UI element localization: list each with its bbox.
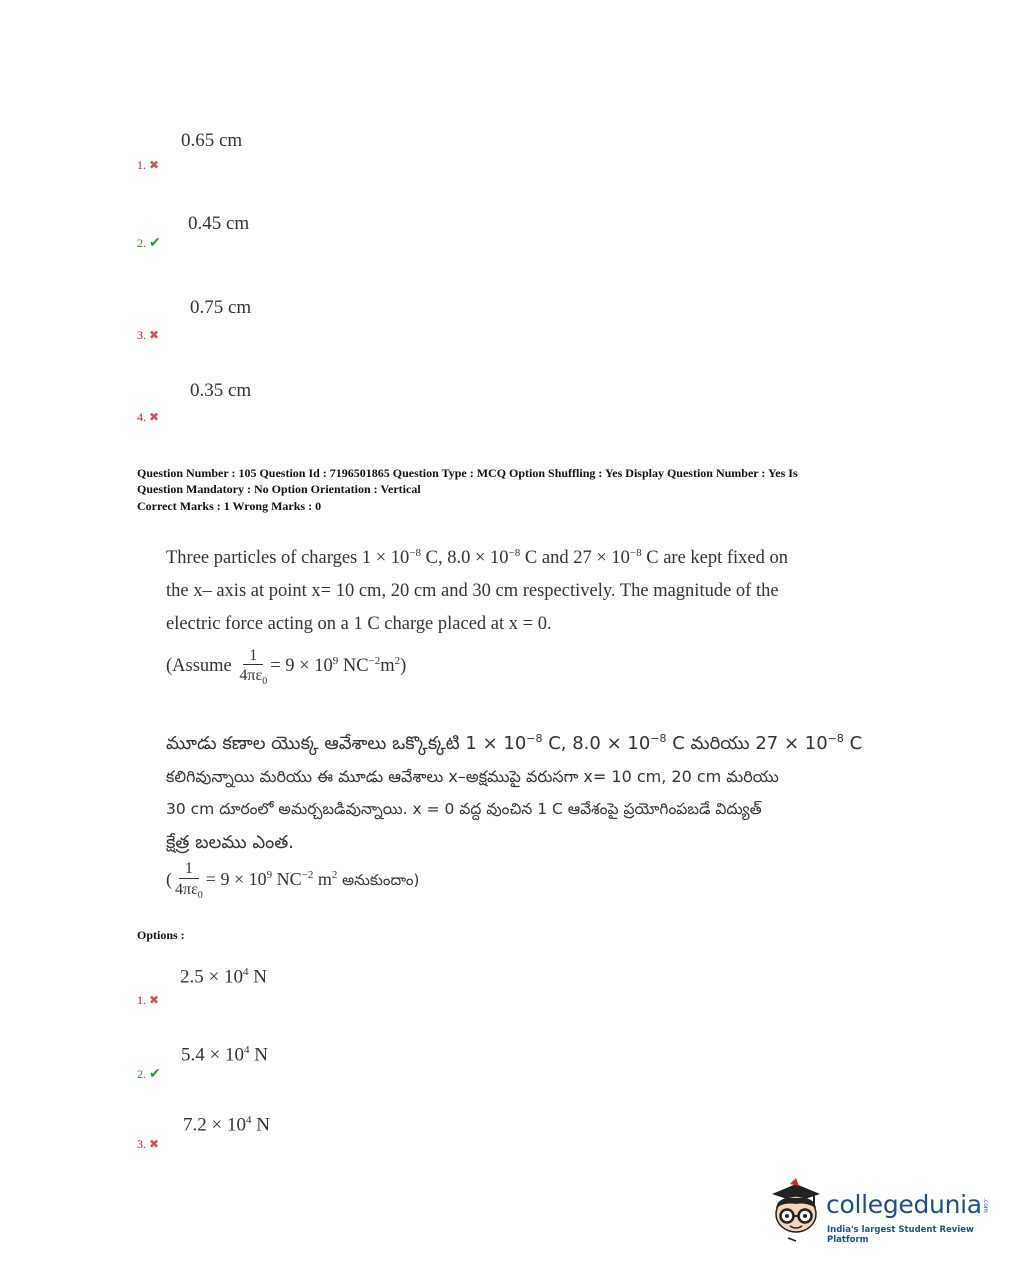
logo-suffix: .com xyxy=(982,1198,989,1213)
meta-line-2: Question Mandatory : No Option Orientation : Vertical xyxy=(137,481,421,496)
collegedunia-logo xyxy=(766,1178,996,1248)
exponent: −8 xyxy=(629,547,642,559)
fraction-denominator xyxy=(239,665,267,687)
text-seg: C, 8.0 × 10 xyxy=(421,548,509,569)
options-label: Options : xyxy=(137,928,185,942)
question-te-line-2: కలిగివున్నాయి మరియు ఈ మూడు ఆవేశాలు x–అక్షముపై వరుసగా x= 10 cm, 20 cm మరియు xyxy=(166,767,779,786)
text-seg: C and 27 × 10 xyxy=(520,548,630,569)
exponent: −8 xyxy=(409,547,422,559)
option-number: 2. xyxy=(137,1067,146,1081)
exponent: 2 xyxy=(394,655,401,668)
text-seg: ) xyxy=(400,656,407,677)
option-number: 1. xyxy=(137,993,146,1007)
option-1-text xyxy=(180,966,267,988)
exponent: 4 xyxy=(242,966,249,978)
option-2-text xyxy=(181,1044,268,1066)
text-seg: (Assume xyxy=(166,656,232,677)
fraction-denominator xyxy=(175,879,203,901)
meta-line-1: Question Number : 105 Question Id : 7196501865 Question Type : MCQ Option Shuffling : Yes Display Question Number : Yes Is xyxy=(137,466,798,480)
text-seg: C are kept fixed on xyxy=(641,548,789,569)
exponent: 2 xyxy=(331,869,338,881)
fraction xyxy=(175,860,203,901)
exponent: −2 xyxy=(368,655,381,668)
question-en-line-1 xyxy=(166,537,846,575)
fraction xyxy=(239,647,267,688)
option-number: 3. xyxy=(137,328,146,342)
exponent: 4 xyxy=(245,1114,252,1126)
option-number: 3. xyxy=(137,1137,146,1151)
option-3-text xyxy=(183,1114,270,1136)
text-seg: C, 8.0 × 10 xyxy=(542,733,651,754)
text-seg: Three particles of charges 1 × 10 xyxy=(166,548,410,569)
option-1-number xyxy=(137,993,159,1008)
cross-icon: ✖ xyxy=(149,158,160,172)
graduate-mascot-icon xyxy=(766,1178,826,1244)
text-seg: మూడు కణాల యొక్క ఆవేశాలు ఒక్కొక్కటి 1 × 10 xyxy=(166,733,527,754)
option-number: 1. xyxy=(137,158,146,172)
text-seg: = 9 × 10 xyxy=(270,656,333,677)
prev-option-1-text: 0.65 cm xyxy=(181,130,243,151)
question-te-line-1 xyxy=(166,722,863,760)
text-seg: 7.2 × 10 xyxy=(183,1114,246,1136)
text-seg: m xyxy=(380,656,395,677)
text-seg: N xyxy=(251,1114,270,1136)
option-number: 2. xyxy=(137,236,146,250)
exponent: 4 xyxy=(243,1044,250,1056)
prev-option-1-number xyxy=(137,158,159,173)
text-seg: NC xyxy=(338,656,369,677)
option-number: 4. xyxy=(137,410,146,424)
question-te-line-4: క్షేత్ర బలము ఎంత. xyxy=(166,832,295,853)
option-3-number xyxy=(137,1137,159,1152)
question-en-line-3: electric force acting on a 1 C charge placed at x = 0. xyxy=(166,614,552,635)
cross-icon: ✖ xyxy=(149,993,160,1007)
text-seg: C మరియు 27 × 10 xyxy=(666,733,828,754)
text-seg: 2.5 × 10 xyxy=(180,966,243,988)
prev-option-3-text: 0.75 cm xyxy=(190,297,252,318)
assume-formula-te xyxy=(166,859,856,901)
prev-option-2-number xyxy=(137,235,161,252)
exponent: −2 xyxy=(301,869,314,881)
text-seg: C xyxy=(843,733,863,754)
exponent: −8 xyxy=(508,547,521,559)
option-2-number xyxy=(137,1066,161,1083)
prev-option-4-text: 0.35 cm xyxy=(190,380,252,401)
text-seg: m xyxy=(313,869,332,889)
exponent: 9 xyxy=(332,655,339,668)
logo-name: collegedunia xyxy=(826,1190,982,1219)
fraction-numerator: 1 xyxy=(179,860,199,879)
text-seg: 5.4 × 10 xyxy=(181,1044,244,1066)
text-seg: అనుకుందాం) xyxy=(337,871,420,889)
subscript: 0 xyxy=(262,676,268,688)
meta-line-3: Correct Marks : 1 Wrong Marks : 0 xyxy=(137,499,322,513)
exponent: −8 xyxy=(650,732,667,745)
text-seg: NC xyxy=(272,869,302,889)
question-te-line-3: 30 cm దూరంలో అమర్చబడివున్నాయి. x = 0 వద్ద వుంచిన 1 C ఆవేశంపై ప్రయోగింపబడే విద్యుత్ xyxy=(166,800,762,818)
prev-option-4-number xyxy=(137,410,159,425)
cross-icon: ✖ xyxy=(149,410,160,424)
fraction-numerator: 1 xyxy=(243,647,263,666)
text-seg: 4πε xyxy=(239,667,263,685)
exponent: −8 xyxy=(827,732,844,745)
text-seg: = 9 × 10 xyxy=(205,869,267,889)
question-en-line-2: the x– axis at point x= 10 cm, 20 cm and 30 cm respectively. The magnitude of the xyxy=(166,581,779,602)
assume-formula-en xyxy=(166,645,846,687)
text-seg: N xyxy=(248,966,267,988)
prev-option-3-number xyxy=(137,328,159,343)
exponent: −8 xyxy=(526,732,543,745)
prev-option-2-text: 0.45 cm xyxy=(188,213,250,234)
question-text-english xyxy=(166,537,846,687)
check-icon: ✔ xyxy=(149,236,161,251)
text-seg: N xyxy=(249,1044,268,1066)
subscript: 0 xyxy=(197,890,203,902)
question-meta xyxy=(137,466,877,515)
text-seg: 4πε xyxy=(175,881,198,899)
text-seg: ( xyxy=(166,869,172,889)
question-text-telugu xyxy=(166,722,863,902)
cross-icon: ✖ xyxy=(149,1137,160,1151)
check-icon: ✔ xyxy=(149,1067,161,1082)
cross-icon: ✖ xyxy=(149,328,160,342)
logo-tagline: India's largest Student Review Platform xyxy=(827,1225,974,1245)
exponent: 9 xyxy=(266,869,273,881)
